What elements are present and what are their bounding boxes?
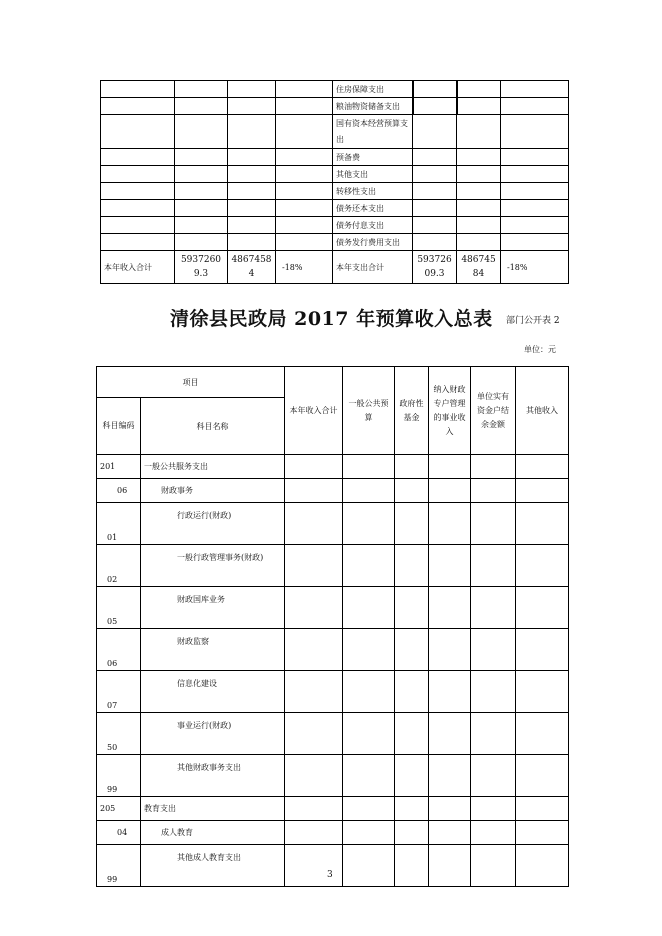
table-cell (395, 455, 429, 479)
table-cell (413, 115, 457, 149)
subject-name: 一般公共服务支出 (141, 455, 285, 479)
budget-income-table (96, 366, 569, 887)
expense-item-label: 住房保障支出 (333, 81, 413, 98)
table-cell (516, 821, 569, 845)
table-cell (457, 217, 501, 234)
table-cell (343, 845, 395, 887)
table-cell (471, 479, 516, 503)
expense-item-label: 其他支出 (333, 166, 413, 183)
table-cell (501, 149, 569, 166)
table-row (97, 797, 569, 821)
table-cell (413, 200, 457, 217)
subject-code: 06 (97, 479, 141, 503)
table-cell (175, 183, 228, 200)
table-cell (101, 200, 175, 217)
table-cell (429, 713, 471, 755)
table-cell (471, 845, 516, 887)
table-cell (429, 455, 471, 479)
table-cell (395, 503, 429, 545)
table-cell (501, 200, 569, 217)
table-cell (285, 479, 343, 503)
table-row (101, 183, 569, 200)
header-carryover: 单位实有资金户结余金额 (471, 367, 516, 455)
subject-code: 50 (97, 713, 141, 755)
table-row (97, 821, 569, 845)
income-value-1: 59372609.3 (175, 251, 228, 284)
table-row (101, 166, 569, 183)
expense-item-label: 国有资本经营预算支出 (333, 115, 413, 149)
table-cell (516, 797, 569, 821)
header-project: 项目 (97, 367, 285, 398)
table-cell (101, 81, 175, 98)
table-cell (429, 845, 471, 887)
table-cell (471, 755, 516, 797)
expense-change: -18% (501, 251, 569, 284)
table-cell (228, 81, 276, 98)
table-cell (228, 234, 276, 251)
table-cell (471, 629, 516, 671)
table-cell (343, 629, 395, 671)
table-cell (457, 234, 501, 251)
table-cell (101, 115, 175, 149)
table-cell (343, 545, 395, 587)
table-cell (228, 149, 276, 166)
table-cell (395, 479, 429, 503)
table-cell (516, 755, 569, 797)
income-total-label: 本年收入合计 (101, 251, 175, 284)
table-row (97, 479, 569, 503)
table-cell (175, 217, 228, 234)
table-cell (413, 166, 457, 183)
subject-code: 99 (97, 845, 141, 887)
table-cell (285, 671, 343, 713)
table-row (101, 98, 569, 115)
header-gov-fund: 政府性基金 (395, 367, 429, 455)
subject-code: 07 (97, 671, 141, 713)
table-cell (501, 81, 569, 98)
table-cell (285, 545, 343, 587)
subject-name: 其他成人教育支出 (141, 845, 285, 887)
table-cell (343, 797, 395, 821)
table-cell (516, 455, 569, 479)
subject-code: 05 (97, 587, 141, 629)
table-cell (501, 217, 569, 234)
table-cell (276, 217, 333, 234)
table-cell (276, 166, 333, 183)
table-cell (516, 545, 569, 587)
table-row (97, 587, 569, 629)
table-cell (457, 183, 501, 200)
table-cell (343, 587, 395, 629)
table-cell (276, 81, 333, 98)
table-cell (501, 115, 569, 149)
subject-name: 事业运行(财政) (141, 713, 285, 755)
table-cell (285, 629, 343, 671)
subject-code: 99 (97, 755, 141, 797)
table-cell (429, 629, 471, 671)
expense-value-1: 59372609.3 (413, 251, 457, 284)
table-cell (285, 587, 343, 629)
table-cell (516, 479, 569, 503)
table-cell (175, 115, 228, 149)
table-row (97, 845, 569, 887)
expense-value-2: 48674584 (457, 251, 501, 284)
table-row (97, 755, 569, 797)
table-cell (395, 713, 429, 755)
table-row (97, 671, 569, 713)
table-cell (471, 713, 516, 755)
table-cell (343, 821, 395, 845)
table-cell (501, 98, 569, 115)
subject-code: 02 (97, 545, 141, 587)
table-cell (413, 98, 457, 115)
subject-name: 财政事务 (141, 479, 285, 503)
table-cell (175, 149, 228, 166)
table-cell (395, 821, 429, 845)
table-cell (101, 149, 175, 166)
table-cell (343, 455, 395, 479)
expense-item-label: 债务发行费用支出 (333, 234, 413, 251)
table-cell (471, 671, 516, 713)
table-cell (429, 545, 471, 587)
table-cell (228, 183, 276, 200)
table-cell (175, 166, 228, 183)
table-cell (175, 81, 228, 98)
table-row (97, 545, 569, 587)
table-cell (413, 81, 457, 98)
header-code: 科目编码 (97, 398, 141, 455)
table-cell (471, 455, 516, 479)
table-cell (101, 166, 175, 183)
subject-code: 01 (97, 503, 141, 545)
table-cell (457, 98, 501, 115)
expense-item-label: 债务还本支出 (333, 200, 413, 217)
table-cell (429, 587, 471, 629)
table-cell (395, 845, 429, 887)
income-value-2: 48674584 (228, 251, 276, 284)
table-cell (228, 98, 276, 115)
table-cell (471, 503, 516, 545)
table-cell (343, 755, 395, 797)
subject-code: 04 (97, 821, 141, 845)
table-row (101, 149, 569, 166)
table-cell (501, 183, 569, 200)
expense-item-label: 粮油物资储备支出 (333, 98, 413, 115)
table-cell (471, 821, 516, 845)
table-row (97, 455, 569, 479)
table-cell (285, 713, 343, 755)
table-cell (276, 200, 333, 217)
table-cell (516, 845, 569, 887)
table-cell (471, 587, 516, 629)
table-cell (175, 98, 228, 115)
totals-row (101, 251, 569, 284)
header-name: 科目名称 (141, 398, 285, 455)
table-cell (413, 183, 457, 200)
table-cell (471, 797, 516, 821)
table-row (97, 503, 569, 545)
table-cell (395, 797, 429, 821)
table-cell (228, 200, 276, 217)
table-cell (457, 115, 501, 149)
table-cell (429, 671, 471, 713)
table-row (97, 629, 569, 671)
table-cell (516, 713, 569, 755)
table-row (101, 200, 569, 217)
table-cell (343, 503, 395, 545)
table-cell (101, 98, 175, 115)
table-cell (228, 115, 276, 149)
table-cell (457, 166, 501, 183)
table-cell (395, 629, 429, 671)
table-cell (276, 183, 333, 200)
table-cell (501, 166, 569, 183)
table-cell (343, 479, 395, 503)
table-cell (457, 81, 501, 98)
table-cell (285, 455, 343, 479)
table-cell (429, 479, 471, 503)
table-cell (101, 217, 175, 234)
table-cell (285, 755, 343, 797)
table-cell (395, 671, 429, 713)
header-other-income: 其他收入 (516, 367, 569, 455)
table-cell (395, 587, 429, 629)
table-cell (285, 845, 343, 887)
table-cell (276, 98, 333, 115)
header-special-account: 纳入财政专户管理的事业收入 (429, 367, 471, 455)
table-cell (516, 671, 569, 713)
table-cell (101, 183, 175, 200)
table-cell (413, 234, 457, 251)
header-general-budget: 一般公共预算 (343, 367, 395, 455)
table-cell (228, 217, 276, 234)
table-cell (457, 200, 501, 217)
table-cell (175, 234, 228, 251)
subject-name: 财政监察 (141, 629, 285, 671)
subject-code: 06 (97, 629, 141, 671)
table-cell (101, 234, 175, 251)
table-cell (285, 821, 343, 845)
table-cell (285, 797, 343, 821)
table-cell (276, 115, 333, 149)
subject-name: 成人教育 (141, 821, 285, 845)
table-cell (413, 149, 457, 166)
subject-code: 201 (97, 455, 141, 479)
subject-name: 行政运行(财政) (141, 503, 285, 545)
subject-name: 其他财政事务支出 (141, 755, 285, 797)
expense-item-label: 债务付息支出 (333, 217, 413, 234)
table-row (101, 81, 569, 98)
table-row (101, 115, 569, 149)
header-total: 本年收入合计 (285, 367, 343, 455)
table-cell (516, 503, 569, 545)
table-cell (429, 797, 471, 821)
expense-total-label: 本年支出合计 (333, 251, 413, 284)
table-cell (175, 200, 228, 217)
table-row (101, 234, 569, 251)
expense-item-label: 预备费 (333, 149, 413, 166)
table-row (101, 217, 569, 234)
subject-name: 一般行政管理事务(财政) (141, 545, 285, 587)
table-cell (343, 671, 395, 713)
table-cell (285, 503, 343, 545)
expense-item-label: 转移性支出 (333, 183, 413, 200)
table-cell (429, 503, 471, 545)
expense-continuation-table (100, 80, 569, 284)
table-cell (516, 587, 569, 629)
page-title: 清徐县民政局 2017 年预算收入总表 (170, 308, 493, 330)
subject-name: 信息化建设 (141, 671, 285, 713)
income-change: -18% (276, 251, 333, 284)
table-cell (276, 234, 333, 251)
table-cell (395, 545, 429, 587)
table-cell (228, 166, 276, 183)
table-cell (429, 821, 471, 845)
table-cell (471, 545, 516, 587)
table-cell (343, 713, 395, 755)
unit-label: 单位：元 (524, 345, 556, 354)
subject-code: 205 (97, 797, 141, 821)
table-cell (457, 149, 501, 166)
page-number: 3 (327, 870, 333, 880)
table-cell (516, 629, 569, 671)
subject-name: 教育支出 (141, 797, 285, 821)
table-cell (501, 234, 569, 251)
table-row (97, 713, 569, 755)
table-cell (276, 149, 333, 166)
table-cell (413, 217, 457, 234)
subject-name: 财政国库业务 (141, 587, 285, 629)
table-cell (429, 755, 471, 797)
table-cell (395, 755, 429, 797)
form-number: 部门公开表 2 (506, 316, 560, 326)
